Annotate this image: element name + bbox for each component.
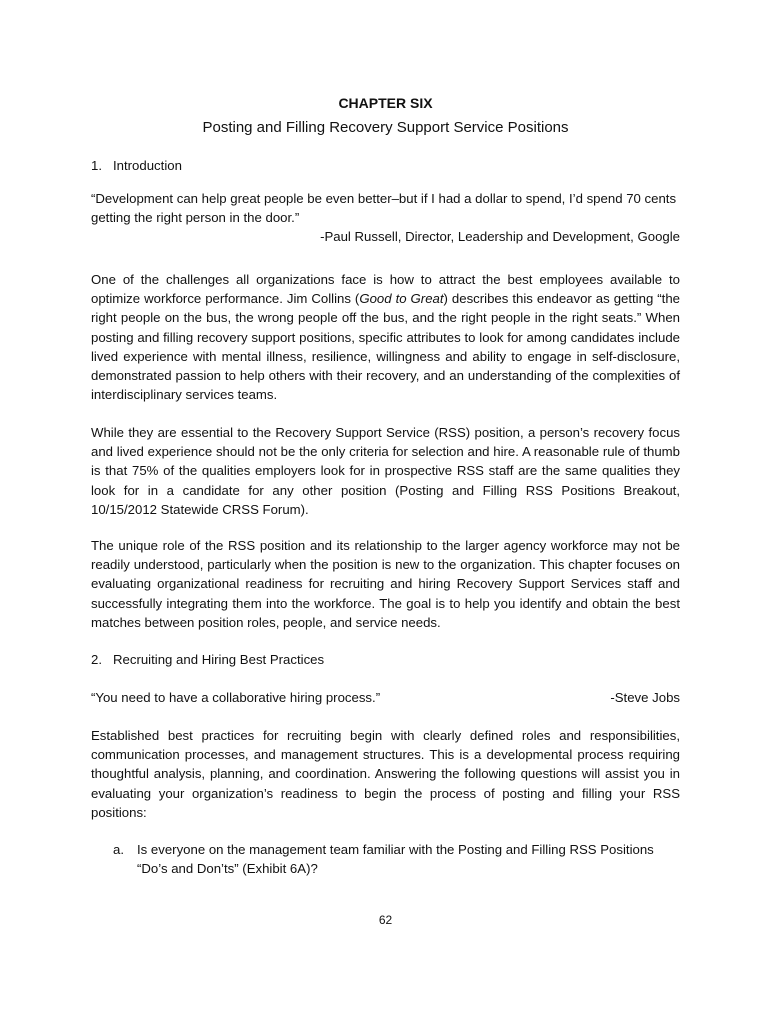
intro-quote-attribution: -Paul Russell, Director, Leadership and Development, Google: [320, 229, 680, 244]
book-title: Good to Great: [359, 291, 444, 307]
section-2-heading: [91, 650, 680, 669]
list-item-marker: a.: [113, 842, 124, 857]
list-item: [113, 840, 680, 878]
section-2-title: Recruiting and Hiring Best Practices: [113, 652, 325, 667]
section-2-quote-attribution: -Steve Jobs: [610, 690, 680, 705]
intro-paragraph-1: [91, 270, 680, 404]
intro-paragraph-1-start: One of the challenges all organizations face is how to attract the best employees available to optimize workforce performance. Jim Collins (: [91, 272, 680, 307]
intro-paragraph-2: While they are essential to the Recovery Support Service (RSS) position, a person’s recovery focus and lived experience should not be the only criteria for selection and hire. A reasonable rule of thumb is that 75% of the qualities employers look for in prospective RSS staff are the same qualities they look for in a candidate for any other position (Posting and Filling RSS Positions Breakout, 10/15/2012 Statewide CRSS Forum).: [91, 425, 680, 517]
section-2-quote: “You need to have a collaborative hiring process.”: [91, 690, 381, 705]
section-2-number: 2.: [91, 652, 102, 667]
section-2-quote-row: [91, 688, 680, 707]
section-1-number: 1.: [91, 158, 102, 173]
document-page: [91, 0, 680, 1024]
intro-quote: “Development can help great people be even better–but if I had a dollar to spend, I’d spend 70 cents getting the right person in the door.”: [91, 191, 677, 226]
chapter-title: CHAPTER SIX: [338, 95, 433, 111]
intro-paragraph-1-end: ) describes this endeavor as getting “the right people on the bus, the wrong people off the bus, and the right people in the right seats.” When posting and filling recovery support positions, specific attributes to look for among candidates include lived experience with mental illness, resilience, willingness and ability to engage in self-disclosure, demonstrated passion to help others with their recovery, and an understanding of the complexities of interdisciplinary services teams.: [91, 291, 680, 403]
intro-paragraph-3: The unique role of the RSS position and its relationship to the larger agency workforce may not be readily understood, particularly when the position is new to the organization. This chapter focuses on evaluating organizational readiness for recruiting and hiring Recovery Support Services staff and successfully integrating them into the workforce. The goal is to help you identify and obtain the best matches between position roles, people, and service needs.: [91, 538, 680, 630]
chapter-subtitle: Posting and Filling Recovery Support Service Positions: [202, 119, 569, 136]
section-1-heading: [91, 156, 680, 175]
section-2-paragraph-1: Established best practices for recruiting begin with clearly defined roles and responsibilities, communication processes, and management structures. This is a developmental process requiring thoughtful analysis, planning, and coordination. Answering the following questions will assist you in evaluating your organization’s readiness to begin the process of posting and filling your RSS positions:: [91, 728, 680, 820]
page-number: 62: [378, 913, 393, 927]
list-item-text: Is everyone on the management team familiar with the Posting and Filling RSS Positions “Do’s and Don’ts” (Exhibit 6A)?: [137, 842, 654, 877]
section-1-title: Introduction: [113, 158, 182, 173]
